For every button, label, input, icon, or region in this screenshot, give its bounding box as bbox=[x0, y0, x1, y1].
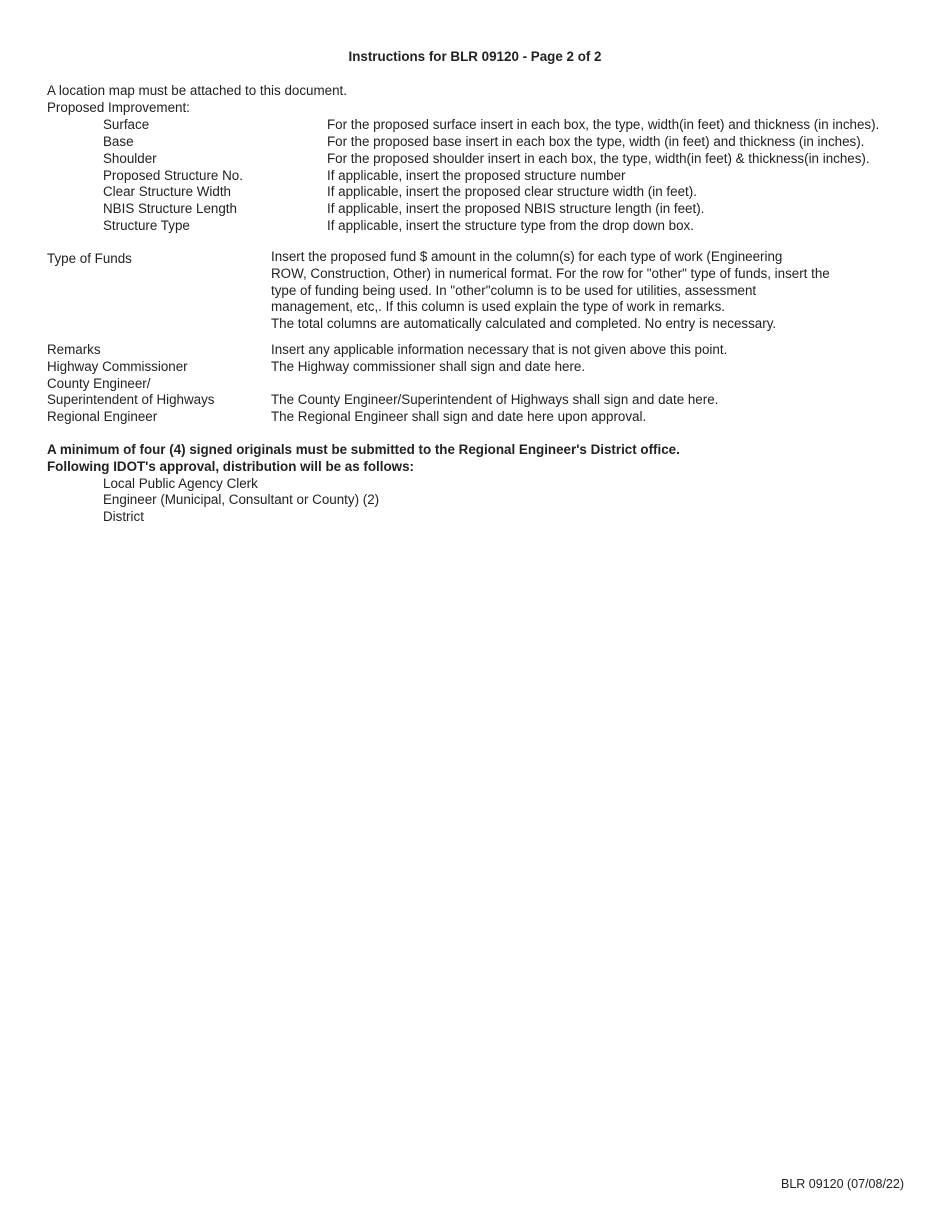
improvement-label-structure-type: Structure Type bbox=[103, 218, 190, 233]
improvement-label-clear-width: Clear Structure Width bbox=[103, 184, 231, 199]
distribution-heading: Following IDOT's approval, distribution will be as follows: bbox=[47, 459, 414, 474]
improvement-text-surface: For the proposed surface insert in each box, the type, width(in feet) and thickness (in inches). bbox=[327, 117, 880, 132]
highway-commissioner-label: Highway Commissioner bbox=[47, 359, 188, 374]
improvement-label-surface: Surface bbox=[103, 117, 150, 132]
highway-commissioner-text: The Highway commissioner shall sign and date here. bbox=[271, 359, 586, 374]
funds-line: ROW, Construction, Other) in numerical format. For the row for "other" type of funds, insert the bbox=[271, 265, 830, 281]
funds-line: management, etc,. If this column is used explain the type of work in remarks. bbox=[271, 299, 726, 315]
funds-line: Insert the proposed fund $ amount in the column(s) for each type of work (Engineering bbox=[271, 249, 783, 264]
improvement-text-base: For the proposed base insert in each box the type, width (in feet) and thickness (in inches). bbox=[327, 134, 865, 149]
minimum-originals-notice: A minimum of four (4) signed originals must be submitted to the Regional Engineer's District office. bbox=[47, 442, 680, 457]
proposed-improvement-heading: Proposed Improvement: bbox=[47, 100, 190, 115]
improvement-text-nbis-length: If applicable, insert the proposed NBIS structure length (in feet). bbox=[327, 201, 705, 216]
distribution-item: Local Public Agency Clerk bbox=[103, 476, 258, 491]
remarks-label: Remarks bbox=[47, 342, 101, 357]
distribution-item: District bbox=[103, 509, 144, 524]
regional-engineer-text: The Regional Engineer shall sign and date here upon approval. bbox=[271, 409, 647, 424]
superintendent-label: Superintendent of Highways bbox=[47, 392, 215, 407]
remarks-text: Insert any applicable information necessary that is not given above this point. bbox=[271, 342, 728, 357]
improvement-label-nbis-length: NBIS Structure Length bbox=[103, 201, 237, 216]
intro-text: A location map must be attached to this document. bbox=[47, 83, 347, 98]
improvement-label-structure-no: Proposed Structure No. bbox=[103, 168, 243, 183]
funds-label: Type of Funds bbox=[47, 251, 132, 266]
improvement-label-base: Base bbox=[103, 134, 134, 149]
funds-paragraph bbox=[271, 249, 871, 333]
improvement-text-shoulder: For the proposed shoulder insert in each box, the type, width(in feet) & thickness(in inches). bbox=[327, 151, 870, 166]
improvement-text-structure-type: If applicable, insert the structure type from the drop down box. bbox=[327, 218, 694, 233]
regional-engineer-label: Regional Engineer bbox=[47, 409, 158, 424]
county-engineer-label: County Engineer/ bbox=[47, 376, 151, 391]
improvement-label-shoulder: Shoulder bbox=[103, 151, 157, 166]
form-number-footer: BLR 09120 (07/08/22) bbox=[780, 1177, 904, 1191]
improvement-text-structure-no: If applicable, insert the proposed structure number bbox=[327, 168, 626, 183]
improvement-text-clear-width: If applicable, insert the proposed clear structure width (in feet). bbox=[327, 184, 697, 199]
funds-line: The total columns are automatically calculated and completed. No entry is necessary. bbox=[271, 316, 777, 332]
page-title: Instructions for BLR 09120 - Page 2 of 2 bbox=[348, 49, 602, 64]
funds-line: type of funding being used. In "other"column is to be used for utilities, assessment bbox=[271, 282, 757, 298]
county-engineer-text: The County Engineer/Superintendent of Highways shall sign and date here. bbox=[271, 392, 719, 407]
distribution-item: Engineer (Municipal, Consultant or County) (2) bbox=[103, 492, 380, 507]
